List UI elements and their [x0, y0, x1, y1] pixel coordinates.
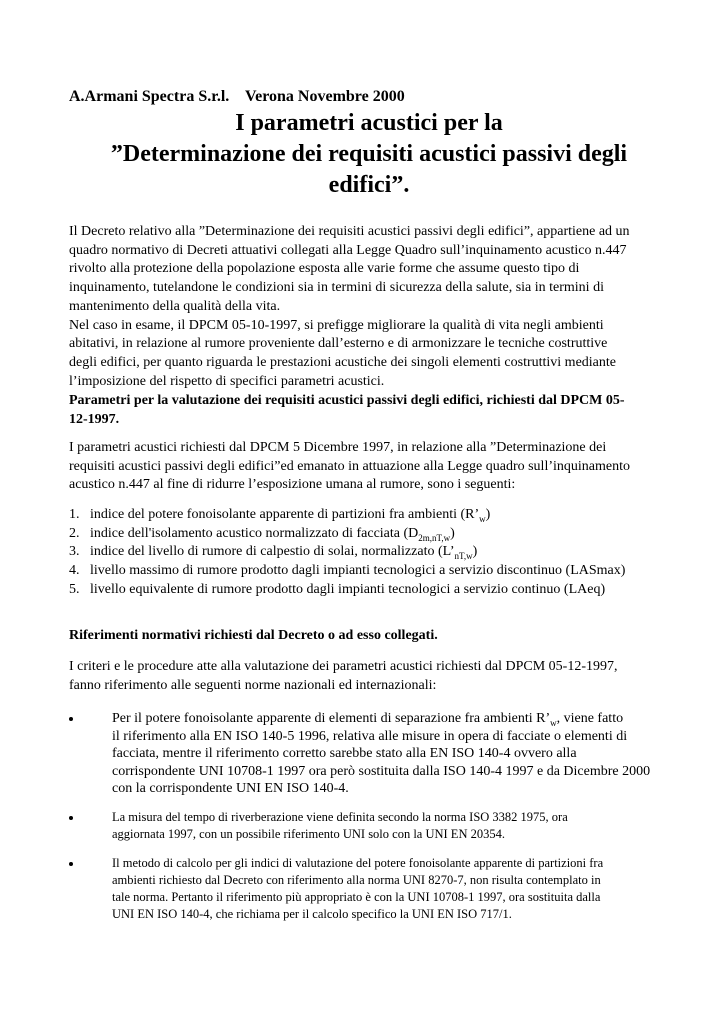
text-line: I criteri e le procedure atte alla valutazione dei parametri acustici richiesti dal DPCM 05-12-1997,: [69, 659, 618, 674]
bullet-text: [112, 809, 568, 843]
title-line: I parametri acustici per la: [235, 110, 503, 136]
text-line: quadro normativo di Decreti attuativi collegati alla Legge Quadro sull’inquinamento acustico n.447: [69, 242, 627, 258]
bullet-icon: [69, 717, 73, 721]
text-line: inquinamento, tutelandone le condizioni sia in termini di sicurezza della salute, sia in termini di: [69, 280, 604, 296]
list-item-tail: ): [485, 507, 491, 522]
section1-heading: [69, 392, 661, 429]
list-number: 2.: [69, 525, 80, 541]
section1-paragraph: [69, 439, 661, 495]
bullet-icon: [69, 816, 73, 820]
text-line: facciata, mentre il riferimento corretto sarebbe stato alla EN ISO 140-4 ovvero alla: [112, 746, 577, 761]
subscript: nT,w: [454, 551, 473, 562]
text-line: acustico n.447 al fine di ridurre l’esposizione umana al rumore, sono i seguenti:: [69, 477, 516, 493]
text-line: La misura del tempo di riverberazione viene definita secondo la norma ISO 3382 1975, ora: [112, 810, 568, 824]
bullet-icon: [69, 862, 73, 866]
subscript: w: [550, 717, 557, 728]
heading-line: Parametri per la valutazione dei requisiti acustici passivi degli edifici, richiesti dal DPCM 05-: [69, 393, 625, 408]
text-line: aggiornata 1997, con un possibile riferimento UNI solo con la UNI EN 20354.: [112, 827, 505, 841]
text-line-tail: , viene fatto: [556, 711, 624, 726]
text-line: corrispondente UNI 10708-1 1997 ora però sostituita dalla ISO 140-4 1997 e da Dicembre 2000: [112, 763, 651, 779]
list-number: 4.: [69, 563, 80, 579]
subscript: w: [479, 513, 486, 524]
company-name: A.Armani Spectra S.r.l.: [69, 88, 230, 105]
text-line: il riferimento alla EN ISO 140-5 1996, relativa alle misure in opera di facciate o elementi di: [112, 728, 628, 744]
heading-line: 12-1997.: [69, 411, 120, 427]
text-line: rivolto alla protezione della popolazione esposta alle varie forme che assume questo tipo di: [69, 261, 580, 277]
text-line: requisiti acustici passivi degli edifici”ed emanato in attuazione alla Legge quadro sull’inquinamento: [69, 458, 630, 474]
text-line: ambienti richiesto dal Decreto con riferimento alla norma UNI 8270-7, non risulta contemplato in: [112, 873, 601, 887]
text-line: Il metodo di calcolo per gli indici di valutazione del potere fonoisolante apparente di partizioni fra: [112, 856, 604, 870]
list-item-text: indice del potere fonoisolante apparente di partizioni fra ambienti (R’: [90, 507, 480, 522]
text-line: I parametri acustici richiesti dal DPCM 5 Dicembre 1997, in relazione alla ”Determinazione dei: [69, 440, 607, 455]
list-item-text: livello equivalente di rumore prodotto dagli impianti tecnologici a servizio continuo (LAeq): [90, 581, 606, 597]
place-date: Verona Novembre 2000: [245, 88, 405, 105]
intro-paragraph: [69, 223, 661, 391]
text-line: degli edifici, per quanto riguarda le prestazioni acustiche dei singoli elementi costruttivi mediante: [69, 354, 616, 370]
text-line: l’imposizione del rispetto di specifici parametri acustici.: [69, 373, 385, 389]
bullet-text: [112, 855, 603, 923]
section2-paragraph: [69, 658, 661, 695]
subscript: 2m,nT,w: [418, 532, 451, 543]
text-line: mantenimento della qualità della vita.: [69, 298, 281, 314]
list-item-text: indice del livello di rumore di calpestio di solai, normalizzato (L’: [90, 544, 455, 560]
text-line: abitativi, in relazione al rumore proveniente dall’esterno e di armonizzare le tecniche costruttive: [69, 336, 608, 352]
document-header: [69, 88, 405, 106]
title-line: edifici”.: [328, 172, 410, 198]
list-number: 3.: [69, 544, 80, 560]
list-item-text: livello massimo di rumore prodotto dagli impianti tecnologici a servizio discontinuo (LASmax): [90, 563, 626, 579]
text-line: tale norma. Pertanto il riferimento più appropriato è con la UNI 10708-1 1997, ora sostituita dalla: [112, 890, 601, 904]
heading-line: Riferimenti normativi richiesti dal Decreto o ad esso collegati.: [69, 628, 438, 643]
text-line: fanno riferimento alle seguenti norme nazionali ed internazionali:: [69, 677, 437, 693]
title-line: ”Determinazione dei requisiti acustici passivi degli: [110, 141, 628, 167]
list-number: 1.: [69, 507, 80, 522]
bullet-text: [112, 710, 650, 798]
text-line: Nel caso in esame, il DPCM 05-10-1997, si prefigge migliorare la qualità di vita negli ambienti: [69, 317, 604, 333]
document-title: [69, 108, 669, 201]
list-item-tail: ): [472, 544, 478, 560]
section2-heading: [69, 627, 661, 646]
list-item-text: indice dell'isolamento acustico normalizzato di facciata (D: [90, 525, 419, 541]
text-line: UNI EN ISO 140-4, che richiama per il calcolo specifico la UNI EN ISO 717/1.: [112, 907, 512, 921]
list-number: 5.: [69, 581, 80, 597]
text-line: con la corrispondente UNI EN ISO 140-4.: [112, 781, 349, 796]
text-line: Il Decreto relativo alla ”Determinazione dei requisiti acustici passivi degli edifici”, appartiene ad un: [69, 224, 630, 239]
list-item-tail: ): [450, 525, 455, 541]
text-line: Per il potere fonoisolante apparente di elementi di separazione fra ambienti R’: [112, 711, 551, 726]
